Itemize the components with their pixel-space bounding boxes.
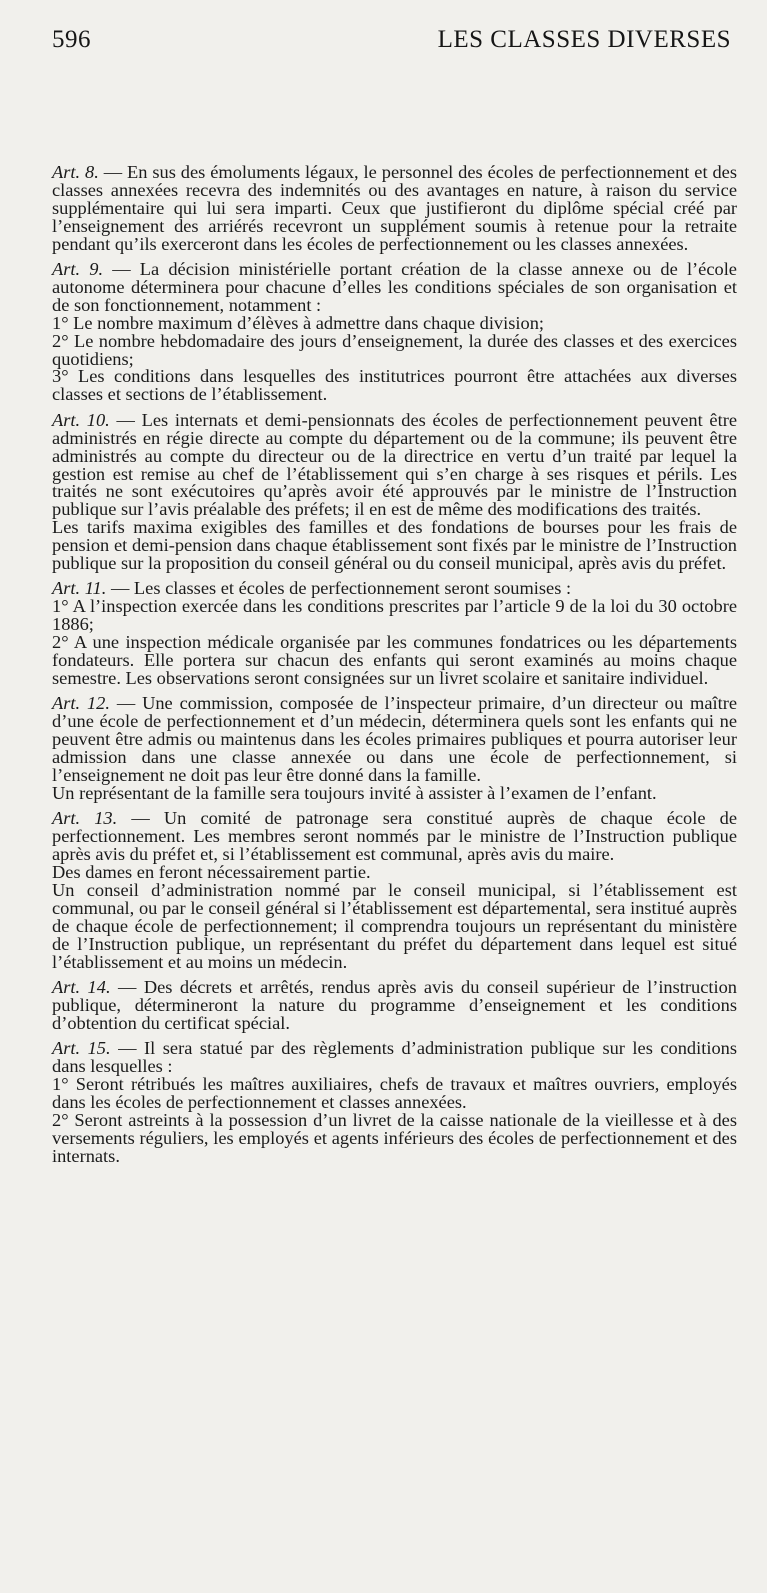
article-text: — La décision ministérielle portant création de la classe annexe ou de l’école autonome déterminera pour chacune d’elles les conditions spéciales de son organisation et de son fonctionnement, notamment : bbox=[52, 259, 737, 315]
article-text: 1° Le nombre maximum d’élèves à admettre dans chaque division; bbox=[52, 312, 545, 333]
article-label: Art. 12. bbox=[52, 693, 110, 714]
article-12 bbox=[52, 695, 737, 802]
article-15 bbox=[52, 1040, 737, 1165]
article-label: Art. 9. bbox=[52, 259, 104, 280]
article-text: Les tarifs maxima exigibles des familles et des fondations de bourses pour les frais de pension et demi-pension dans chaque établissement sont fixés par le ministre de l’Instruction publique sur la proposition du conseil général ou du conseil municipal, après avis du préfet. bbox=[52, 517, 737, 574]
article-paragraph bbox=[52, 695, 737, 785]
article-text: 2° A une inspection médicale organisée par les communes fondatrices ou les départements fondateurs. Elle portera sur chacun des enfants qui seront examinés au moins chaque semestre. Les observations seront consignées sur un livret scolaire et sanitaire individuel. bbox=[52, 632, 737, 688]
article-text: 1° A l’inspection exercée dans les conditions prescrites par l’article 9 de la loi du 30 octobre 1886; bbox=[52, 596, 737, 635]
article-paragraph bbox=[52, 1109, 737, 1166]
article-text: — Il sera statué par des règlements d’administration publique sur les conditions dans lesquelles : bbox=[52, 1038, 737, 1077]
article-text: — Les internats et demi-pensionnats des écoles de perfectionnement peuvent être administrés en régie directe au compte du département ou de la commune; ils peuvent être administrés au compte du directeur ou de la directrice en vertu d’un traité par lequel la gestion est remise au chef de l’établissement qui s’en charge à ses risques et périls. Les traités ne sont exécutoires qu’après avoir été approuvés par le ministre de l’Instruction publique sur l’avis préalable des préfets; il en est de même des modifications des traités. bbox=[52, 409, 737, 520]
page-number: 596 bbox=[52, 26, 91, 53]
article-paragraph bbox=[52, 164, 737, 254]
running-title: LES CLASSES DIVERSES bbox=[437, 26, 731, 53]
article-text: Un représentant de la famille sera toujours invité à assister à l’examen de l’enfant. bbox=[52, 782, 657, 803]
article-paragraph bbox=[52, 598, 737, 634]
article-paragraph bbox=[52, 261, 737, 315]
page-header bbox=[52, 26, 731, 54]
article-text: 2° Le nombre hebdomadaire des jours d’enseignement, la durée des classes et des exercices quotidiens; bbox=[52, 330, 737, 369]
article-11 bbox=[52, 580, 737, 687]
article-label: Art. 10. bbox=[52, 409, 110, 430]
article-paragraph bbox=[52, 368, 737, 404]
article-text: — En sus des émoluments légaux, le personnel des écoles de perfectionnement et des classes annexées recevra des indemnités ou des avantages en nature, à raison du service supplémentaire qui lui sera imparti. Ceux que justifieront du diplôme spécial créé par l’enseignement des arriérés recevront un supplément soumis à retenue pour la retraite pendant qu’ils exerceront dans les écoles de perfectionnement ou les classes annexées. bbox=[52, 162, 737, 254]
article-label: Art. 15. bbox=[52, 1038, 111, 1059]
article-text: 1° Seront rétribués les maîtres auxiliaires, chefs de travaux et maîtres ouvriers, employés dans les écoles de perfectionnement et classes annexées. bbox=[52, 1074, 737, 1112]
article-paragraph bbox=[52, 810, 737, 864]
article-label: Art. 14. bbox=[52, 976, 111, 997]
article-label: Art. 13. bbox=[52, 808, 118, 829]
article-10 bbox=[52, 409, 737, 574]
article-paragraph bbox=[52, 976, 737, 1033]
article-paragraph bbox=[52, 519, 737, 573]
article-text: 2° Seront astreints à la possession d’un livret de la caisse nationale de la vieillesse et à des versements réguliers, les employés et agents inférieurs des écoles de perfectionnement et des internats. bbox=[52, 1109, 737, 1166]
article-text: — Des décrets et arrêtés, rendus après avis du conseil supérieur de l’instruction publique, détermineront la nature du programme d’enseignement et les conditions d’obtention du certificat spécial. bbox=[52, 976, 737, 1033]
article-paragraph bbox=[52, 330, 737, 369]
article-paragraph bbox=[52, 1076, 737, 1112]
body-text bbox=[52, 164, 737, 1173]
article-paragraph bbox=[52, 634, 737, 688]
article-label: Art. 11. bbox=[52, 578, 107, 599]
article-text: Un conseil d’administration nommé par le conseil municipal, si l’établissement est communal, ou par le conseil général si l’établissement est départemental, sera institué auprès de chaque école de perfectionnement; il comprendra toujours un représentant du ministère de l’Instruction publique, un représentant du préfet du département dans lequel est situé l’établissement et au moins un médecin. bbox=[52, 879, 737, 972]
article-paragraph bbox=[52, 409, 737, 520]
article-paragraph bbox=[52, 782, 737, 803]
article-9 bbox=[52, 261, 737, 404]
article-label: Art. 8. bbox=[52, 162, 99, 182]
article-8 bbox=[52, 164, 737, 254]
article-text: — Une commission, composée de l’inspecteur primaire, d’un directeur ou maître d’une école de perfectionnement et d’un médecin, déterminera quels sont les enfants qui ne peuvent être admis ou maintenus dans les écoles primaires publiques et pourra autoriser leur admission dans une classe annexée ou dans une école de perfectionnement, si l’enseignement ne doit pas leur être donné dans la famille. bbox=[52, 693, 737, 785]
article-text: 3° Les conditions dans lesquelles des institutrices pourront être attachées aux diverses classes et sections de l’établissement. bbox=[52, 366, 737, 405]
article-paragraph bbox=[52, 1040, 737, 1076]
article-14 bbox=[52, 976, 737, 1033]
article-text: — Les classes et écoles de perfectionnement seront soumises : bbox=[110, 578, 572, 599]
article-text: — Un comité de patronage sera constitué auprès de chaque école de perfectionnement. Les membres seront nommés par le ministre de l’Instruction publique après avis du préfet et, si l’établissement est communal, après avis du maire. bbox=[52, 808, 737, 865]
article-paragraph bbox=[52, 879, 737, 972]
article-13 bbox=[52, 810, 737, 971]
article-text: Des dames en feront nécessairement partie. bbox=[52, 862, 371, 883]
